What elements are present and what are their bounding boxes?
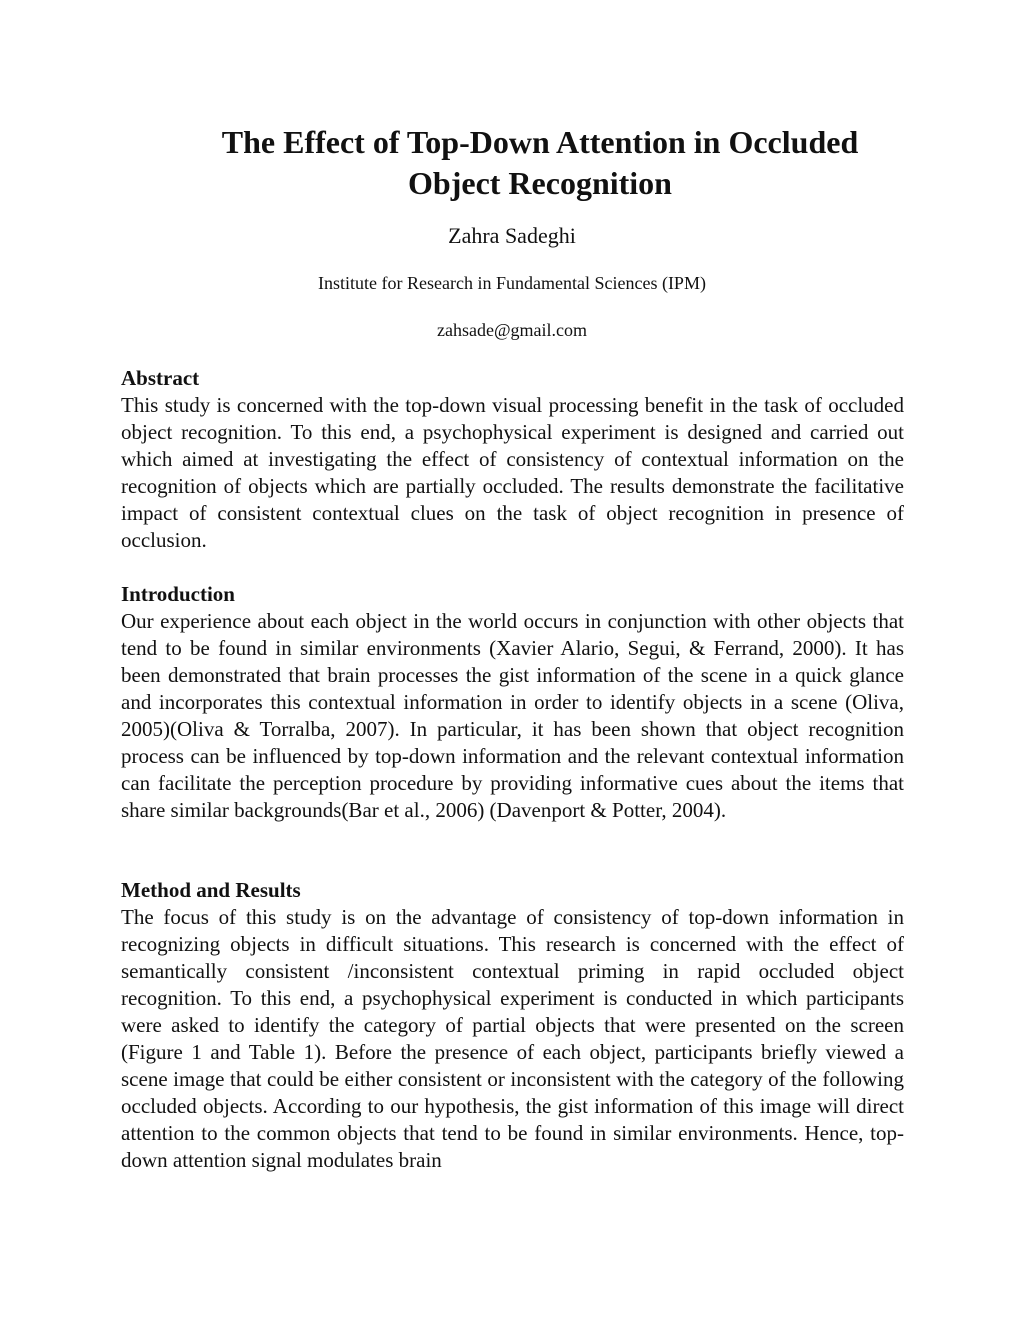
introduction-section (121, 581, 904, 824)
title-line-2: Object Recognition (408, 165, 672, 201)
paper-title (160, 122, 920, 204)
method-results-section (121, 877, 904, 1174)
abstract-section (121, 365, 904, 554)
author-name: Zahra Sadeghi (448, 223, 576, 248)
abstract-heading: Abstract (121, 366, 200, 390)
title-line-1: The Effect of Top-Down Attention in Occluded (221, 124, 859, 160)
abstract-body: This study is concerned with the top-down visual processing benefit in the task of occluded object recognition. To this end, a psychophysical experiment is designed and carried out which aimed at investigating the effect of consistency of contextual information on the recognition of objects which are partially occluded. The results demonstrate the facilitative impact of consistent contextual clues on the task of object recognition in presence of occlusion. (121, 393, 904, 552)
method-results-heading: Method and Results (121, 878, 301, 902)
introduction-body: Our experience about each object in the world occurs in conjunction with other objects that tend to be found in similar environments (Xavier Alario, Segui, & Ferrand, 2000). It has been demonstrated that brain processes the gist information of the scene in a quick glance and incorporates this contextual information in order to identify objects in a scene (Oliva, 2005)(Oliva & Torralba, 2007). In particular, it has been shown that object recognition process can be influenced by top-down information and the relevant contextual information can facilitate the perception procedure by providing informative cues about the items that share similar backgrounds(Bar et al., 2006) (Davenport & Potter, 2004). (121, 609, 904, 822)
introduction-heading: Introduction (121, 582, 235, 606)
method-results-body: The focus of this study is on the advantage of consistency of top-down information in recognizing objects in difficult situations. This research is concerned with the effect of semantically consistent /inconsistent contextual priming in rapid occluded object recognition. To this end, a psychophysical experiment is conducted in which participants were asked to identify the category of partial objects that were presented on the screen (Figure 1 and Table 1). Before the presence of each object, participants briefly viewed a scene image that could be either consistent or inconsistent with the category of the following occluded objects. According to our hypothesis, the gist information of this image will direct attention to the common objects that tend to be found in similar environments. Hence, top-down attention signal modulates brain (121, 905, 904, 1172)
author-email: zahsade@gmail.com (436, 320, 588, 340)
author-affiliation: Institute for Research in Fundamental Sciences (IPM) (318, 273, 706, 293)
